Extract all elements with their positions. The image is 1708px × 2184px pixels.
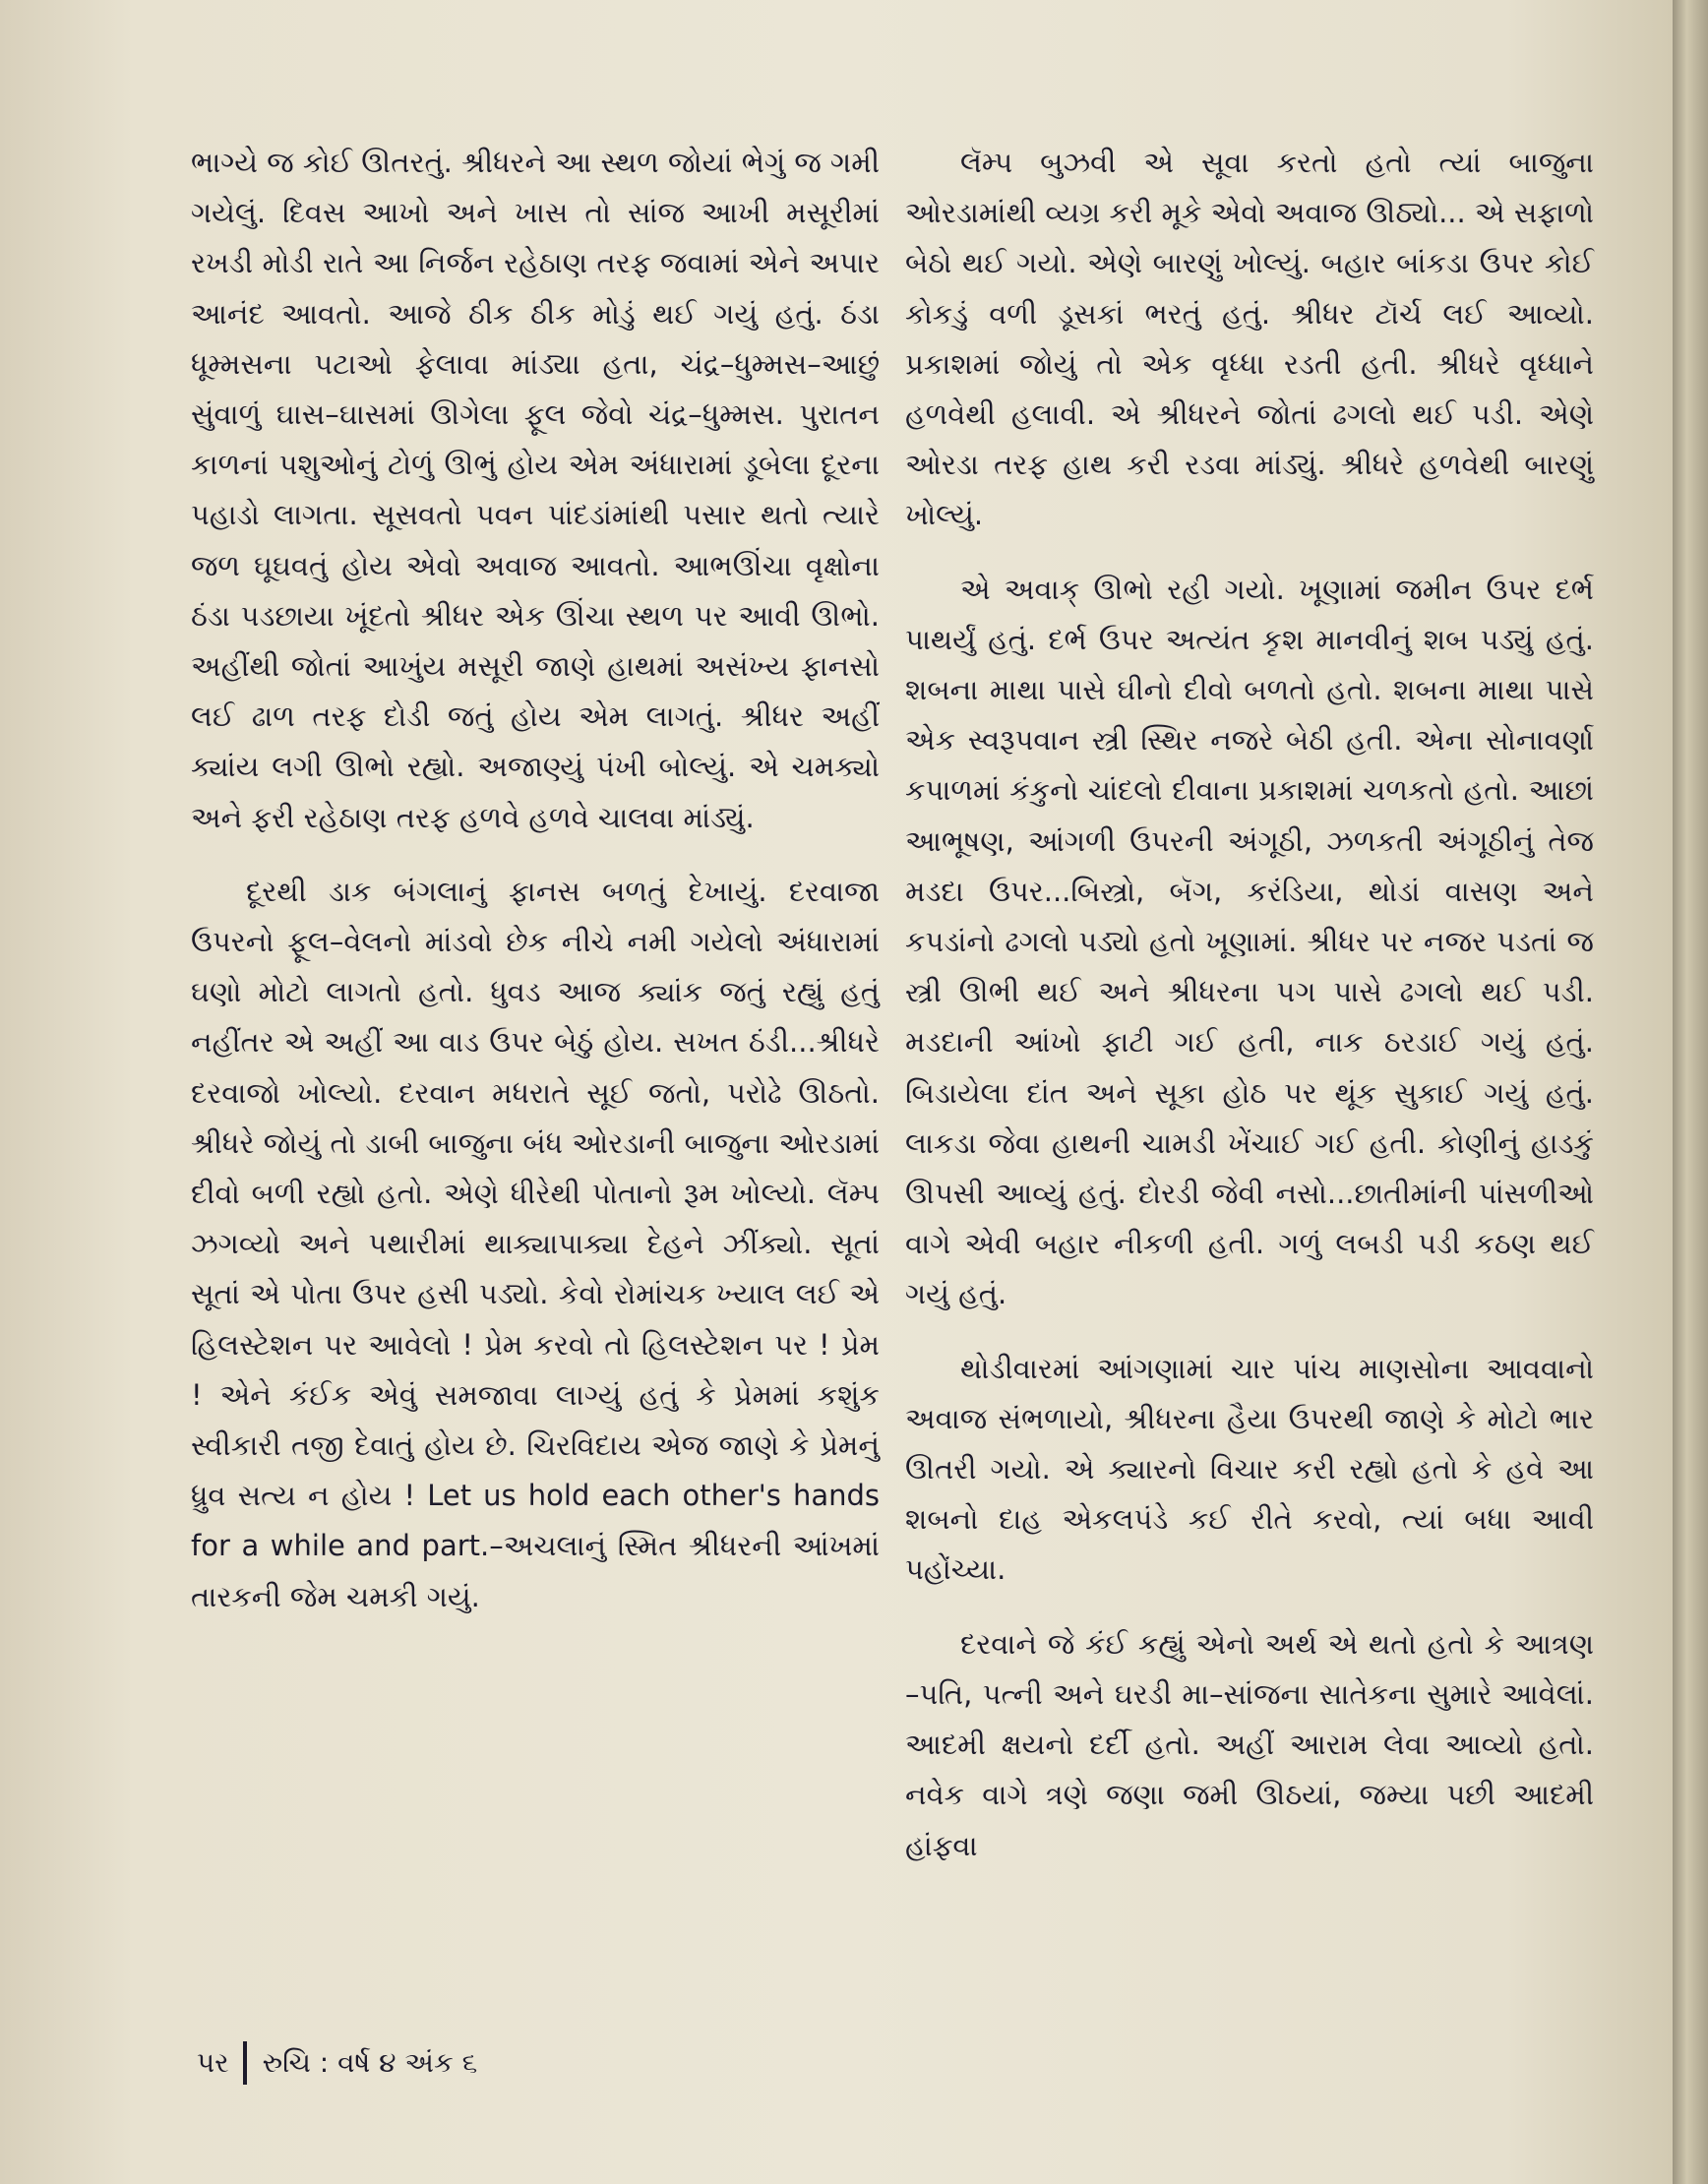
- page-number: પર: [197, 2046, 229, 2079]
- paragraph: થોડીવારમાં આંગણામાં ચાર પાંચ માણસોના આવવાનો અવાજ સંભળાયો, શ્રીધરના હૈયા ઉપરથી જાણે કે મોટો ભાર ઊતરી ગયો. એ ક્યારનો વિચાર કરી રહ્યો હતો કે હવે આ શબનો દાહ એકલપંડે કઈ રીતે કરવો, ત્યાં બધા આવી પહોંચ્યા.: [905, 1351, 1594, 1587]
- footer-divider: [243, 2041, 247, 2085]
- paragraph: એ અવાક્ ઊભો રહી ગયો. ખૂણામાં જમીન ઉપર દર્ભ પાથર્યું હતું. દર્ભ ઉપર અત્યંત કૃશ માનવીનું શબ પડ્યું હતું. શબના માથા પાસે ઘીનો દીવો બળતો હતો. શબના માથા પાસે એક સ્વરૂપવાન સ્ત્રી સ્થિર નજરે બેઠી હતી. એના સોનાવર્ણા કપાળમાં કંકુનો ચાંદલો દીવાના પ્રકાશમાં ચળકતો હતો. આછાં આભૂષણ, આંગળી ઉપરની અંગૂઠી, ઝળકતી અંગૂઠીનું તેજ મડદા ઉપર...બિસ્ત્રો, બૅગ, કરંડિયા, થોડાં વાસણ અને કપડાંનો ઢગલો પડ્યો હતો ખૂણામાં. શ્રીધર પર નજર પડતાં જ સ્ત્રી ઊભી થઈ અને શ્રીધરના પગ પાસે ઢગલો થઈ પડી. મડદાની આંખો ફાટી ગઈ હતી, નાક ઠરડાઈ ગયું હતું. બિડાયેલા દાંત અને સૂકા હોઠ પર થૂંક સુકાઈ ગયું હતું. લાકડા જેવા હાથની ચામડી ખેંચાઈ ગઈ હતી. કોણીનું હાડકું ઊપસી આવ્યું હતું. દોરડી જેવી નસો...છાતીમાંની પાંસળીઓ વાગે એવી બહાર નીકળી હતી. ગળું લબડી પડી કઠણ થઈ ગયું હતું.: [905, 572, 1594, 1311]
- paragraph: લૅમ્પ બુઝવી એ સૂવા કરતો હતો ત્યાં બાજુના ઓરડામાંથી વ્યગ્ર કરી મૂકે એવો અવાજ ઊઠ્યો... એ સફાળો બેઠો થઈ ગયો. એણે બારણું ખોલ્યું. બહાર બાંકડા ઉપર કોઈ કોકડું વળી ડૂસકાં ભરતું હતું. શ્રીધર ટૉર્ચ લઈ આવ્યો. પ્રકાશમાં જોયું તો એક વૃધ્ધા રડતી હતી. શ્રીધરે વૃધ્ધાને હળવેથી હલાવી. એ શ્રીધરને જોતાં ઢગલો થઈ પડી. એણે ઓરડા તરફ હાથ કરી રડવા માંડ્યું. શ્રીધરે હળવેથી બારણું ખોલ્યું.: [905, 146, 1594, 532]
- page-edge: [1673, 0, 1708, 2184]
- right-text-column: [905, 138, 1594, 1895]
- journal-issue: રુચિ : વર્ષ ૪ અંક ૬: [262, 2046, 478, 2079]
- paragraph: દૂરથી ડાક બંગલાનું ફાનસ બળતું દેખાયું. દરવાજા ઉપરનો ફૂલ–વેલનો માંડવો છેક નીચે નમી ગયેલો અંધારામાં ઘણો મોટો લાગતો હતો. ધુવડ આજ ક્યાંક જતું રહ્યું હતું નહીંતર એ અહીં આ વાડ ઉપર બેઠું હોય. સખત ઠંડી...શ્રીધરે દરવાજો ખોલ્યો. દરવાન મધરાતે સૂઈ જતો, પરોઢે ઊઠતો. શ્રીધરે જોયું તો ડાબી બાજુના બંધ ઓરડાની બાજુના ઓરડામાં દીવો બળી રહ્યો હતો. એણે ધીરેથી પોતાનો રૂમ ખોલ્યો. લૅમ્પ ઝગવ્યો અને પથારીમાં થાક્યાપાક્યા દેહને ઝીંક્યો. સૂતાં સૂતાં એ પોતા ઉપર હસી પડ્યો. કેવો રોમાંચક ખ્યાલ લઈ એ હિલસ્ટેશન પર આવેલો ! પ્રેમ કરવો તો હિલસ્ટેશન પર ! પ્રેમ ! એને કંઈક એવું સમજાવા લાગ્યું હતું કે પ્રેમમાં કશુંક સ્વીકારી તજી દેવાતું હોય છે. ચિરવિદાય એજ જાણે કે પ્રેમનું ધ્રુવ સત્ય ન હોય ! Let us hold each other's hands for a while and part.–અચલાનું સ્મિત શ્રીધરની આંખમાં તારકની જેમ ચમકી ગયું.: [191, 874, 880, 1613]
- paragraph: ભાગ્યે જ કોઈ ઊતરતું. શ્રીધરને આ સ્થળ જોયાં ભેગું જ ગમી ગયેલું. દિવસ આખો અને ખાસ તો સાંજ આખી મસૂરીમાં રખડી મોડી રાતે આ નિર્જન રહેઠાણ તરફ જવામાં એને અપાર આનંદ આવતો. આજે ઠીક ઠીક મોડું થઈ ગયું હતું. ઠંડા ધૂમ્મસના પટાઓ ફેલાવા માંડ્યા હતા, ચંદ્ર–ધુમ્મસ–આછું સુંવાળું ઘાસ–ઘાસમાં ઊગેલા ફૂલ જેવો ચંદ્ર–ધુમ્મસ. પુરાતન કાળનાં પશુઓનું ટોળું ઊભું હોય એમ અંધારામાં ડૂબેલા દૂરના પહાડો લાગતા. સૂસવતો પવન પાંદડાંમાંથી પસાર થતો ત્યારે જળ ઘૂઘવતું હોય એવો અવાજ આવતો. આભઊંચા વૃક્ષોના ઠંડા પડછાયા ખૂંદતો શ્રીધર એક ઊંચા સ્થળ પર આવી ઊભો. અહીંથી જોતાં આખુંય મસૂરી જાણે હાથમાં અસંખ્ય ફાનસો લઈ ઢાળ તરફ દોડી જતું હોય એમ લાગતું. શ્રીધર અહીં ક્યાંય લગી ઊભો રહ્યો. અજાણ્યું પંખી બોલ્યું. એ ચમક્યો અને ફરી રહેઠાણ તરફ હળવે હળવે ચાલવા માંડ્યું.: [191, 146, 880, 834]
- page-footer: [197, 2041, 477, 2085]
- left-text-column: [191, 138, 880, 1646]
- paragraph: દરવાને જે કંઈ કહ્યું એનો અર્થ એ થતો હતો કે આત્રણ –પતિ, પત્ની અને ઘરડી મા–સાંજના સાતેકના સુમારે આવેલાં. આદમી ક્ષયનો દર્દી હતો. અહીં આરામ લેવા આવ્યો હતો. નવેક વાગે ત્રણે જણા જમી ઊઠયાં, જમ્યા પછી આદમી હાંફવા: [905, 1626, 1594, 1862]
